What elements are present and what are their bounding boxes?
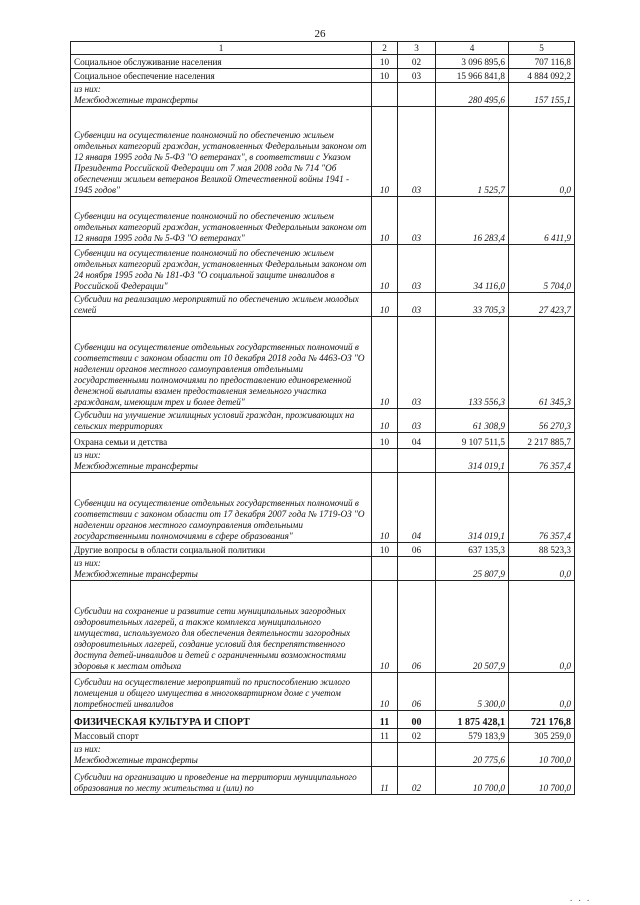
row-subsection-code: 03	[398, 317, 436, 409]
row-amount-actual: 61 345,3	[509, 317, 575, 409]
row-amount-actual: 27 423,7	[509, 293, 575, 317]
row-section-code: 11	[372, 729, 398, 743]
row-description: из них: Межбюджетные трансферты	[71, 83, 372, 107]
row-description: Массовый спорт	[71, 729, 372, 743]
row-description: Субсидии на сохранение и развитие сети муниципальных загородных оздоровительных лагерей, а также комплекса муниципального имущества, используемого для обеспечения деятельности загородных оздоровительных лагерей, создание условий для беспрепятственного доступа детей-инвалидов и детей с ограниченными возможностями здоровья к местам отдыха	[71, 581, 372, 673]
row-description: Субвенции на осуществление полномочий по обеспечению жильем отдельных категорий граждан, установленных Федеральным законом от 12 января 1995 года № 5-ФЗ "О ветеранах"	[71, 197, 372, 245]
row-section-code	[372, 449, 398, 473]
row-amount-actual: 88 523,3	[509, 543, 575, 557]
table-row	[71, 581, 575, 673]
row-amount-actual: 56 270,3	[509, 409, 575, 433]
row-amount-actual: 305 259,0	[509, 729, 575, 743]
row-amount-plan: 1 525,7	[436, 107, 509, 197]
row-subsection-code: 06	[398, 543, 436, 557]
header-col-1: 1	[71, 42, 372, 55]
row-subsection-code: 02	[398, 729, 436, 743]
row-amount-plan: 61 308,9	[436, 409, 509, 433]
row-section-code: 10	[372, 245, 398, 293]
row-amount-actual: 76 357,4	[509, 449, 575, 473]
row-section-code: 10	[372, 543, 398, 557]
row-section-code: 10	[372, 673, 398, 711]
table-row	[71, 473, 575, 543]
row-amount-plan: 280 495,6	[436, 83, 509, 107]
header-col-3: 3	[398, 42, 436, 55]
table-row	[71, 107, 575, 197]
row-section-code	[372, 743, 398, 767]
row-description: Субвенции на осуществление отдельных государственных полномочий в соответствии с законом области от 17 декабря 2007 года № 1719-ОЗ "О наделении органов местного самоуправления отдельными государственными полномочиями в сфере образования"	[71, 473, 372, 543]
row-description: Субсидии на реализацию мероприятий по обеспечению жильем молодых семей	[71, 293, 372, 317]
row-description: Охрана семьи и детства	[71, 433, 372, 449]
row-subsection-code: 06	[398, 581, 436, 673]
row-amount-actual: 6 411,9	[509, 197, 575, 245]
table-row	[71, 557, 575, 581]
row-amount-actual: 721 176,8	[509, 711, 575, 729]
table-row	[71, 543, 575, 557]
table-row	[71, 743, 575, 767]
corner-mark: . . .	[570, 893, 592, 903]
row-subsection-code: 03	[398, 107, 436, 197]
row-amount-actual: 157 155,1	[509, 83, 575, 107]
page-number: 26	[314, 28, 326, 40]
row-amount-actual: 0,0	[509, 107, 575, 197]
row-section-code: 11	[372, 711, 398, 729]
table-row	[71, 433, 575, 449]
table-row	[71, 767, 575, 795]
row-section-code	[372, 557, 398, 581]
row-subsection-code: 03	[398, 245, 436, 293]
row-description: Субсидии на улучшение жилищных условий граждан, проживающих на сельских территориях	[71, 409, 372, 433]
row-amount-plan: 20 507,9	[436, 581, 509, 673]
row-description: Социальное обеспечение населения	[71, 69, 372, 83]
row-subsection-code: 03	[398, 197, 436, 245]
row-section-code: 10	[372, 293, 398, 317]
row-amount-actual: 0,0	[509, 581, 575, 673]
row-subsection-code: 03	[398, 293, 436, 317]
row-amount-plan: 314 019,1	[436, 449, 509, 473]
row-description: из них: Межбюджетные трансферты	[71, 743, 372, 767]
row-amount-actual: 10 700,0	[509, 767, 575, 795]
table-row	[71, 673, 575, 711]
row-amount-plan: 10 700,0	[436, 767, 509, 795]
table-row	[71, 449, 575, 473]
row-subsection-code: 02	[398, 55, 436, 69]
row-section-code: 10	[372, 581, 398, 673]
row-section-code	[372, 83, 398, 107]
row-description: Субсидии на организацию и проведение на территории муниципального образования по месту жительства и (или) по	[71, 767, 372, 795]
row-subsection-code	[398, 449, 436, 473]
row-subsection-code: 00	[398, 711, 436, 729]
row-amount-plan: 637 135,3	[436, 543, 509, 557]
table-row	[71, 711, 575, 729]
row-description: Субвенции на осуществление отдельных государственных полномочий в соответствии с законом области от 10 декабря 2018 года № 4463-ОЗ "О наделении органов местного самоуправления отдельными государственными полномочиями по предоставлению единовременной денежной выплаты взамен предоставления земельного участка гражданам, имеющим трех и более детей"	[71, 317, 372, 409]
row-amount-actual: 707 116,8	[509, 55, 575, 69]
row-subsection-code	[398, 83, 436, 107]
row-description: из них: Межбюджетные трансферты	[71, 449, 372, 473]
row-amount-plan: 5 300,0	[436, 673, 509, 711]
row-amount-plan: 133 556,3	[436, 317, 509, 409]
row-amount-plan: 1 875 428,1	[436, 711, 509, 729]
row-section-code: 10	[372, 317, 398, 409]
row-amount-actual: 0,0	[509, 557, 575, 581]
row-amount-plan: 314 019,1	[436, 473, 509, 543]
row-amount-plan: 16 283,4	[436, 197, 509, 245]
table-row	[71, 197, 575, 245]
table-row	[71, 293, 575, 317]
row-amount-plan: 15 966 841,8	[436, 69, 509, 83]
row-subsection-code: 03	[398, 409, 436, 433]
row-amount-plan: 579 183,9	[436, 729, 509, 743]
row-section-code: 10	[372, 55, 398, 69]
row-section-code: 10	[372, 69, 398, 83]
row-description: Субсидии на осуществление мероприятий по приспособлению жилого помещения и общего имущества в многоквартирном доме с учетом потребностей инвалидов	[71, 673, 372, 711]
header-col-2: 2	[372, 42, 398, 55]
table-row	[71, 729, 575, 743]
row-section-code: 10	[372, 197, 398, 245]
row-amount-plan: 9 107 511,5	[436, 433, 509, 449]
row-subsection-code: 04	[398, 433, 436, 449]
row-amount-plan: 33 705,3	[436, 293, 509, 317]
budget-table	[70, 41, 575, 795]
row-description: Субвенции на осуществление полномочий по обеспечению жильем отдельных категорий граждан, установленных Федеральным законом от 12 января 1995 года № 5-ФЗ "О ветеранах", в соответствии с Указом Президента Российской Федерации от 7 мая 2008 года № 714 "Об обеспечении жильем ветеранов Великой Отечественной войны 1941 - 1945 годов"	[71, 107, 372, 197]
row-subsection-code: 02	[398, 767, 436, 795]
row-amount-actual: 0,0	[509, 673, 575, 711]
row-amount-actual: 76 357,4	[509, 473, 575, 543]
row-section-code: 10	[372, 433, 398, 449]
row-description: ФИЗИЧЕСКАЯ КУЛЬТУРА И СПОРТ	[71, 711, 372, 729]
row-amount-plan: 25 807,9	[436, 557, 509, 581]
header-col-5: 5	[509, 42, 575, 55]
table-row	[71, 317, 575, 409]
table-header-row	[71, 42, 575, 55]
row-amount-actual: 2 217 885,7	[509, 433, 575, 449]
row-amount-actual: 10 700,0	[509, 743, 575, 767]
row-section-code: 11	[372, 767, 398, 795]
row-description: Другие вопросы в области социальной политики	[71, 543, 372, 557]
row-amount-plan: 20 775,6	[436, 743, 509, 767]
row-amount-actual: 4 884 092,2	[509, 69, 575, 83]
table-row	[71, 245, 575, 293]
row-section-code: 10	[372, 107, 398, 197]
table-row	[71, 69, 575, 83]
table-row	[71, 409, 575, 433]
row-amount-plan: 3 096 895,6	[436, 55, 509, 69]
row-subsection-code	[398, 557, 436, 581]
row-subsection-code: 04	[398, 473, 436, 543]
row-subsection-code: 03	[398, 69, 436, 83]
row-section-code: 10	[372, 409, 398, 433]
row-description: Субвенции на осуществление полномочий по обеспечению жильем отдельных категорий граждан, установленных Федеральным законом от 24 ноября 1995 года № 181-ФЗ "О социальной защите инвалидов в Российской Федерации"	[71, 245, 372, 293]
row-subsection-code: 06	[398, 673, 436, 711]
row-amount-plan: 34 116,0	[436, 245, 509, 293]
row-subsection-code	[398, 743, 436, 767]
row-amount-actual: 5 704,0	[509, 245, 575, 293]
row-description: Социальное обслуживание населения	[71, 55, 372, 69]
row-description: из них: Межбюджетные трансферты	[71, 557, 372, 581]
table-row	[71, 55, 575, 69]
table-row	[71, 83, 575, 107]
row-section-code: 10	[372, 473, 398, 543]
header-col-4: 4	[436, 42, 509, 55]
